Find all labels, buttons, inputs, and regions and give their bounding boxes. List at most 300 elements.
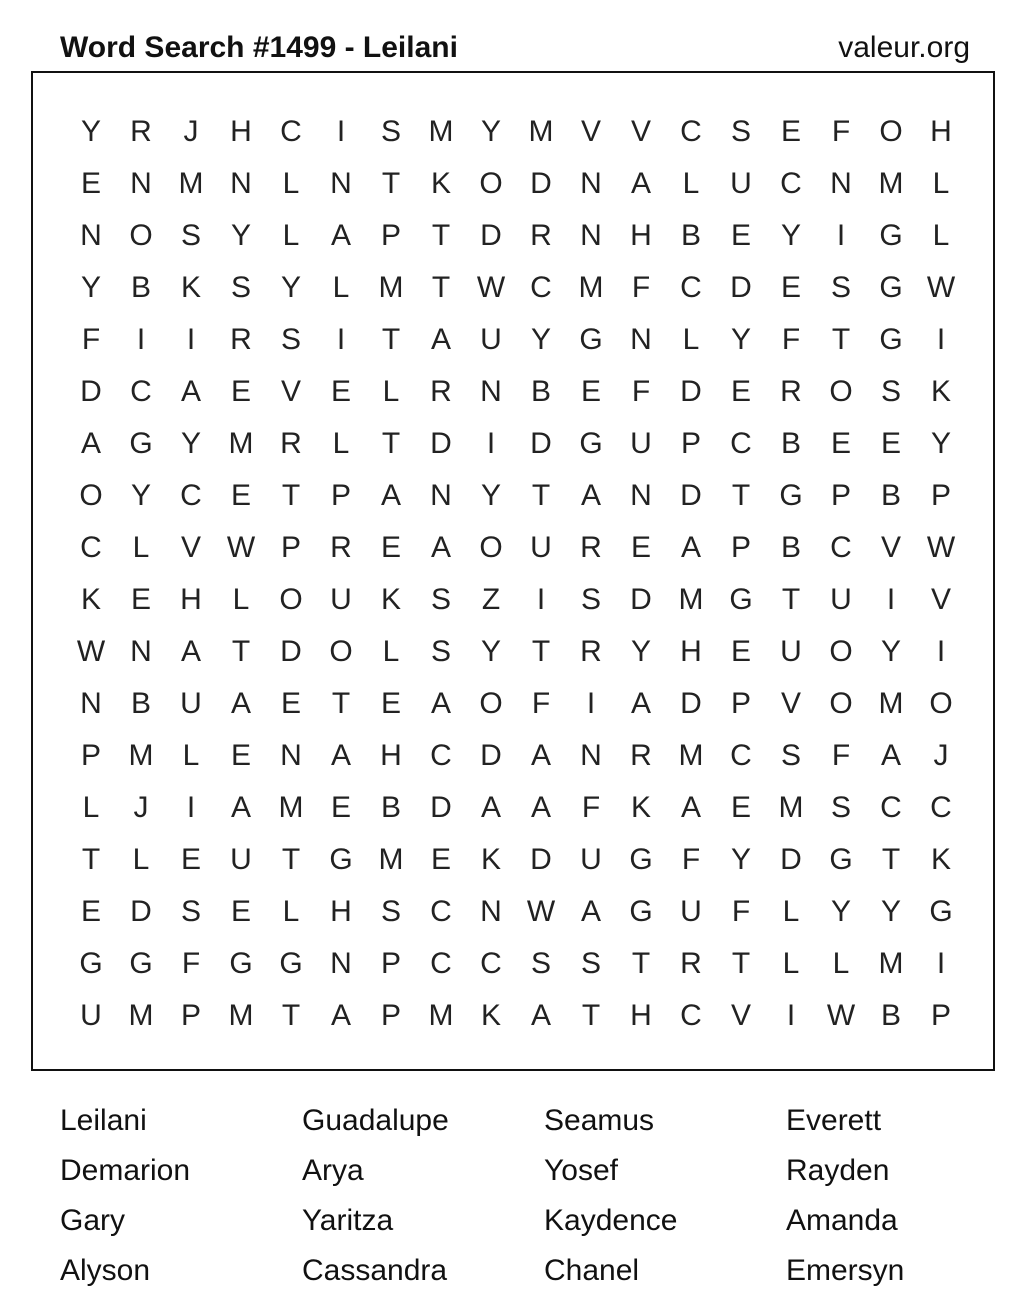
grid-cell: E bbox=[80, 895, 101, 928]
grid-cell: I bbox=[836, 219, 846, 252]
grid-cell: N bbox=[630, 479, 652, 512]
grid-cell: B bbox=[880, 999, 901, 1032]
grid-cell: Y bbox=[130, 479, 151, 512]
grid-cell: T bbox=[531, 635, 551, 668]
grid-cell: T bbox=[881, 843, 901, 876]
grid-cell: N bbox=[580, 219, 602, 252]
grid-cell: U bbox=[730, 167, 752, 200]
grid-cell: U bbox=[330, 583, 352, 616]
grid-cell: A bbox=[630, 687, 651, 720]
grid-cell: U bbox=[630, 427, 652, 460]
grid-cell: K bbox=[430, 167, 451, 200]
grid-cell: A bbox=[680, 531, 701, 564]
grid-cell: E bbox=[430, 843, 451, 876]
grid-cell: O bbox=[479, 531, 503, 564]
grid-cell: D bbox=[730, 271, 752, 304]
grid-cell: Y bbox=[830, 895, 851, 928]
grid-cell: Y bbox=[530, 323, 551, 356]
grid-cell: T bbox=[731, 947, 751, 980]
grid-cell: L bbox=[182, 739, 200, 772]
grid-cell: D bbox=[680, 375, 702, 408]
grid-cell: Y bbox=[630, 635, 651, 668]
grid-cell: C bbox=[880, 791, 902, 824]
grid-cell: D bbox=[530, 843, 552, 876]
grid-cell: I bbox=[536, 583, 546, 616]
grid-cell: R bbox=[330, 531, 352, 564]
grid-cell: M bbox=[778, 791, 804, 824]
grid-cell: M bbox=[228, 999, 254, 1032]
grid-cell: E bbox=[230, 895, 251, 928]
grid-cell: J bbox=[183, 115, 199, 148]
grid-cell: O bbox=[479, 687, 503, 720]
grid-cell: L bbox=[932, 167, 950, 200]
grid-cell: E bbox=[130, 583, 151, 616]
grid-cell: Y bbox=[880, 895, 901, 928]
grid-cell: C bbox=[930, 791, 952, 824]
grid-cell: N bbox=[130, 167, 152, 200]
grid-cell: F bbox=[81, 323, 101, 356]
grid-cell: D bbox=[430, 427, 452, 460]
word-list-item: Gary bbox=[60, 1204, 126, 1237]
grid-cell: B bbox=[780, 531, 801, 564]
grid-cell: G bbox=[579, 323, 603, 356]
grid-cell: L bbox=[932, 219, 950, 252]
grid-cell: I bbox=[336, 323, 346, 356]
grid-cell: C bbox=[280, 115, 302, 148]
grid-cell: E bbox=[830, 427, 851, 460]
grid-cell: N bbox=[80, 687, 102, 720]
grid-cell: P bbox=[280, 531, 301, 564]
grid-cell: D bbox=[630, 583, 652, 616]
grid-cell: N bbox=[580, 739, 602, 772]
grid-cell: I bbox=[336, 115, 346, 148]
grid-cell: N bbox=[330, 947, 352, 980]
grid-cell: Z bbox=[481, 583, 501, 616]
grid-cell: A bbox=[430, 323, 451, 356]
header bbox=[60, 28, 970, 68]
grid-cell: V bbox=[730, 999, 751, 1032]
grid-cell: T bbox=[581, 999, 601, 1032]
grid-cell: L bbox=[332, 271, 350, 304]
grid-cell: Y bbox=[930, 427, 951, 460]
grid-cell: B bbox=[880, 479, 901, 512]
grid-cell: F bbox=[531, 687, 551, 720]
grid-cell: L bbox=[132, 531, 150, 564]
grid-cell: M bbox=[678, 739, 704, 772]
grid-cell: E bbox=[280, 687, 301, 720]
grid-cell: B bbox=[380, 791, 401, 824]
grid-cell: E bbox=[730, 791, 751, 824]
grid-cell: E bbox=[330, 375, 351, 408]
grid-cell: O bbox=[929, 687, 953, 720]
grid-cell: A bbox=[430, 687, 451, 720]
grid-cell: G bbox=[629, 895, 653, 928]
grid-cell: O bbox=[329, 635, 353, 668]
grid-cell: Y bbox=[880, 635, 901, 668]
grid-cell: A bbox=[230, 687, 251, 720]
grid-cell: C bbox=[430, 895, 452, 928]
grid-cell: A bbox=[530, 739, 551, 772]
grid-cell: J bbox=[133, 791, 149, 824]
grid-cell: M bbox=[528, 115, 554, 148]
grid-cell: A bbox=[880, 739, 901, 772]
grid-cell: S bbox=[580, 947, 601, 980]
grid-cell: C bbox=[830, 531, 852, 564]
grid-cell: U bbox=[830, 583, 852, 616]
grid-cell: R bbox=[580, 635, 602, 668]
grid-cell: I bbox=[886, 583, 896, 616]
grid-cell: P bbox=[680, 427, 701, 460]
grid-cell: L bbox=[282, 167, 300, 200]
grid-cell: A bbox=[430, 531, 451, 564]
grid-cell: O bbox=[879, 115, 903, 148]
grid-cell: T bbox=[531, 479, 551, 512]
grid-cell: K bbox=[480, 843, 501, 876]
grid-cell: P bbox=[330, 479, 351, 512]
grid-cell: H bbox=[380, 739, 402, 772]
grid-cell: U bbox=[230, 843, 252, 876]
grid-cell: L bbox=[82, 791, 100, 824]
grid-cell: E bbox=[380, 687, 401, 720]
word-list-item: Everett bbox=[786, 1104, 882, 1137]
grid-cell: M bbox=[178, 167, 204, 200]
word-list-item: Alyson bbox=[60, 1254, 151, 1287]
grid-cell: L bbox=[782, 947, 800, 980]
grid-cell: U bbox=[530, 531, 552, 564]
grid-cell: E bbox=[780, 115, 801, 148]
grid-cell: S bbox=[730, 115, 751, 148]
grid-cell: V bbox=[280, 375, 301, 408]
grid-cell: M bbox=[578, 271, 604, 304]
grid-cell: I bbox=[186, 323, 196, 356]
grid-cell: L bbox=[232, 583, 250, 616]
grid-cell: E bbox=[780, 271, 801, 304]
grid-cell: D bbox=[430, 791, 452, 824]
grid-cell: N bbox=[480, 895, 502, 928]
grid-cell: A bbox=[630, 167, 651, 200]
grid-cell: L bbox=[132, 843, 150, 876]
grid-cell: O bbox=[479, 167, 503, 200]
grid-cell: C bbox=[530, 271, 552, 304]
grid-cell: Y bbox=[80, 115, 101, 148]
grid-cell: R bbox=[680, 947, 702, 980]
grid-cell: M bbox=[678, 583, 704, 616]
grid-cell: L bbox=[332, 427, 350, 460]
grid-cell: F bbox=[731, 895, 751, 928]
grid-cell: A bbox=[330, 739, 351, 772]
grid-cell: B bbox=[130, 687, 151, 720]
grid-cell: U bbox=[180, 687, 202, 720]
grid-cell: T bbox=[231, 635, 251, 668]
grid-cell: I bbox=[136, 323, 146, 356]
word-list-item: Emersyn bbox=[786, 1254, 905, 1287]
grid-cell: F bbox=[831, 115, 851, 148]
grid-cell: G bbox=[779, 479, 803, 512]
grid-cell: R bbox=[430, 375, 452, 408]
grid-cell: Y bbox=[730, 323, 751, 356]
grid-cell: L bbox=[832, 947, 850, 980]
grid-cell: E bbox=[730, 375, 751, 408]
grid-cell: E bbox=[330, 791, 351, 824]
grid-cell: G bbox=[929, 895, 953, 928]
grid-cell: F bbox=[581, 791, 601, 824]
grid-cell: C bbox=[780, 167, 802, 200]
grid-cell: G bbox=[879, 271, 903, 304]
grid-cell: C bbox=[730, 739, 752, 772]
grid-cell: H bbox=[680, 635, 702, 668]
grid-cell: E bbox=[730, 635, 751, 668]
grid-cell: I bbox=[586, 687, 596, 720]
grid-cell: R bbox=[630, 739, 652, 772]
grid-cell: S bbox=[830, 271, 851, 304]
grid-cell: A bbox=[180, 635, 201, 668]
grid-cell: R bbox=[780, 375, 802, 408]
grid-cell: B bbox=[130, 271, 151, 304]
grid-cell: C bbox=[180, 479, 202, 512]
grid-cell: T bbox=[381, 167, 401, 200]
grid-cell: L bbox=[682, 323, 700, 356]
grid-cell: A bbox=[480, 791, 501, 824]
grid-cell: H bbox=[330, 895, 352, 928]
grid-cell: U bbox=[480, 323, 502, 356]
word-list-item: Arya bbox=[302, 1154, 364, 1187]
grid-cell: U bbox=[580, 843, 602, 876]
grid-cell: T bbox=[631, 947, 651, 980]
grid-cell: M bbox=[278, 791, 304, 824]
grid-cell: A bbox=[580, 895, 601, 928]
grid-cell: V bbox=[880, 531, 901, 564]
grid-cell: S bbox=[530, 947, 551, 980]
grid-cell: G bbox=[879, 323, 903, 356]
grid-cell: L bbox=[282, 219, 300, 252]
grid-cell: G bbox=[829, 843, 853, 876]
grid-cell: S bbox=[780, 739, 801, 772]
grid-cell: A bbox=[80, 427, 101, 460]
grid-cell: T bbox=[431, 271, 451, 304]
grid-cell: P bbox=[80, 739, 101, 772]
grid-cell: S bbox=[180, 895, 201, 928]
grid-cell: E bbox=[230, 375, 251, 408]
grid-cell: T bbox=[281, 479, 301, 512]
grid-cell: F bbox=[631, 375, 651, 408]
grid-cell: I bbox=[936, 947, 946, 980]
grid-cell: N bbox=[630, 323, 652, 356]
grid-cell: Y bbox=[480, 479, 501, 512]
grid-cell: K bbox=[180, 271, 201, 304]
grid-cell: Y bbox=[80, 271, 101, 304]
grid-cell: D bbox=[480, 739, 502, 772]
grid-cell: T bbox=[281, 999, 301, 1032]
grid-cell: A bbox=[330, 999, 351, 1032]
grid-cell: M bbox=[228, 427, 254, 460]
grid-cell: S bbox=[280, 323, 301, 356]
grid-cell: M bbox=[128, 999, 154, 1032]
grid-cell: W bbox=[476, 271, 506, 304]
grid-cell: L bbox=[382, 375, 400, 408]
grid-cell: O bbox=[129, 219, 153, 252]
grid-cell: D bbox=[530, 427, 552, 460]
grid-cell: G bbox=[879, 219, 903, 252]
grid-cell: G bbox=[79, 947, 103, 980]
grid-cell: R bbox=[280, 427, 302, 460]
grid-cell: V bbox=[180, 531, 201, 564]
grid-cell: S bbox=[180, 219, 201, 252]
grid-cell: P bbox=[730, 687, 751, 720]
grid-cell: P bbox=[730, 531, 751, 564]
grid-cell: C bbox=[680, 999, 702, 1032]
grid-cell: E bbox=[580, 375, 601, 408]
letter-grid bbox=[66, 106, 966, 1042]
grid-cell: D bbox=[530, 167, 552, 200]
grid-cell: I bbox=[936, 635, 946, 668]
grid-cell: E bbox=[230, 739, 251, 772]
grid-cell: Y bbox=[730, 843, 751, 876]
grid-cell: L bbox=[782, 895, 800, 928]
grid-cell: A bbox=[180, 375, 201, 408]
grid-cell: E bbox=[630, 531, 651, 564]
grid-cell: C bbox=[680, 271, 702, 304]
grid-cell: S bbox=[430, 635, 451, 668]
grid-cell: E bbox=[730, 219, 751, 252]
grid-cell: W bbox=[76, 635, 106, 668]
grid-cell: S bbox=[430, 583, 451, 616]
grid-cell: D bbox=[480, 219, 502, 252]
grid-cell: G bbox=[229, 947, 253, 980]
grid-cell: T bbox=[381, 427, 401, 460]
word-list-item: Kaydence bbox=[544, 1204, 678, 1237]
grid-cell: H bbox=[930, 115, 952, 148]
grid-cell: E bbox=[80, 167, 101, 200]
grid-cell: S bbox=[830, 791, 851, 824]
grid-cell: G bbox=[329, 843, 353, 876]
grid-cell: T bbox=[831, 323, 851, 356]
grid-cell: K bbox=[630, 791, 651, 824]
grid-cell: E bbox=[380, 531, 401, 564]
grid-cell: R bbox=[580, 531, 602, 564]
grid-cell: B bbox=[780, 427, 801, 460]
grid-cell: T bbox=[81, 843, 101, 876]
grid-cell: G bbox=[279, 947, 303, 980]
grid-cell: I bbox=[186, 791, 196, 824]
grid-cell: D bbox=[130, 895, 152, 928]
grid-cell: E bbox=[230, 479, 251, 512]
grid-cell: T bbox=[781, 583, 801, 616]
grid-cell: V bbox=[780, 687, 801, 720]
grid-cell: H bbox=[180, 583, 202, 616]
grid-cell: N bbox=[830, 167, 852, 200]
grid-cell: A bbox=[330, 219, 351, 252]
grid-cell: V bbox=[630, 115, 651, 148]
grid-cell: P bbox=[380, 219, 401, 252]
grid-cell: T bbox=[731, 479, 751, 512]
grid-cell: W bbox=[526, 895, 556, 928]
grid-cell: A bbox=[530, 791, 551, 824]
grid-cell: Y bbox=[780, 219, 801, 252]
grid-cell: M bbox=[378, 843, 404, 876]
grid-cell: Y bbox=[230, 219, 251, 252]
grid-cell: A bbox=[530, 999, 551, 1032]
grid-cell: M bbox=[878, 947, 904, 980]
word-list-item: Guadalupe bbox=[302, 1104, 449, 1137]
grid-cell: V bbox=[580, 115, 601, 148]
grid-cell: M bbox=[878, 687, 904, 720]
word-list-item: Demarion bbox=[60, 1154, 191, 1187]
grid-cell: L bbox=[282, 895, 300, 928]
grid-cell: W bbox=[926, 531, 956, 564]
grid-cell: C bbox=[730, 427, 752, 460]
grid-cell: F bbox=[831, 739, 851, 772]
grid-cell: Y bbox=[480, 635, 501, 668]
grid-cell: S bbox=[580, 583, 601, 616]
grid-cell: L bbox=[682, 167, 700, 200]
grid-cell: O bbox=[279, 583, 303, 616]
grid-cell: R bbox=[230, 323, 252, 356]
word-list-item: Chanel bbox=[544, 1254, 640, 1287]
grid-cell: Y bbox=[480, 115, 501, 148]
grid-cell: P bbox=[380, 999, 401, 1032]
grid-cell: I bbox=[936, 323, 946, 356]
grid-cell: H bbox=[230, 115, 252, 148]
grid-cell: N bbox=[280, 739, 302, 772]
grid-cell: H bbox=[630, 219, 652, 252]
grid-cell: D bbox=[680, 479, 702, 512]
site-name: valeur.org bbox=[838, 31, 970, 64]
grid-cell: M bbox=[428, 115, 454, 148]
grid-cell: S bbox=[880, 375, 901, 408]
grid-cell: T bbox=[281, 843, 301, 876]
puzzle-frame bbox=[31, 71, 995, 1071]
grid-cell: A bbox=[680, 791, 701, 824]
grid-cell: E bbox=[180, 843, 201, 876]
grid-cell: P bbox=[380, 947, 401, 980]
grid-cell: T bbox=[431, 219, 451, 252]
grid-cell: C bbox=[480, 947, 502, 980]
grid-cell: P bbox=[180, 999, 201, 1032]
grid-cell: N bbox=[430, 479, 452, 512]
grid-cell: I bbox=[486, 427, 496, 460]
grid-cell: N bbox=[580, 167, 602, 200]
grid-cell: G bbox=[629, 843, 653, 876]
grid-cell: F bbox=[181, 947, 201, 980]
word-list-item: Rayden bbox=[786, 1154, 890, 1187]
grid-cell: V bbox=[930, 583, 951, 616]
grid-cell: E bbox=[880, 427, 901, 460]
grid-cell: T bbox=[381, 323, 401, 356]
grid-cell: A bbox=[580, 479, 601, 512]
grid-cell: U bbox=[80, 999, 102, 1032]
grid-cell: B bbox=[680, 219, 701, 252]
grid-cell: C bbox=[430, 739, 452, 772]
grid-cell: U bbox=[780, 635, 802, 668]
grid-cell: C bbox=[430, 947, 452, 980]
grid-cell: N bbox=[330, 167, 352, 200]
grid-cell: C bbox=[80, 531, 102, 564]
grid-cell: K bbox=[480, 999, 501, 1032]
grid-cell: S bbox=[380, 895, 401, 928]
grid-cell: J bbox=[933, 739, 949, 772]
grid-cell: N bbox=[480, 375, 502, 408]
grid-cell: S bbox=[380, 115, 401, 148]
grid-cell: M bbox=[378, 271, 404, 304]
grid-cell: P bbox=[930, 999, 951, 1032]
grid-cell: G bbox=[129, 947, 153, 980]
grid-cell: D bbox=[280, 635, 302, 668]
grid-cell: K bbox=[930, 375, 951, 408]
grid-cell: K bbox=[80, 583, 101, 616]
grid-cell: K bbox=[380, 583, 401, 616]
word-list-item: Amanda bbox=[786, 1204, 898, 1237]
word-list-item: Leilani bbox=[60, 1104, 147, 1137]
